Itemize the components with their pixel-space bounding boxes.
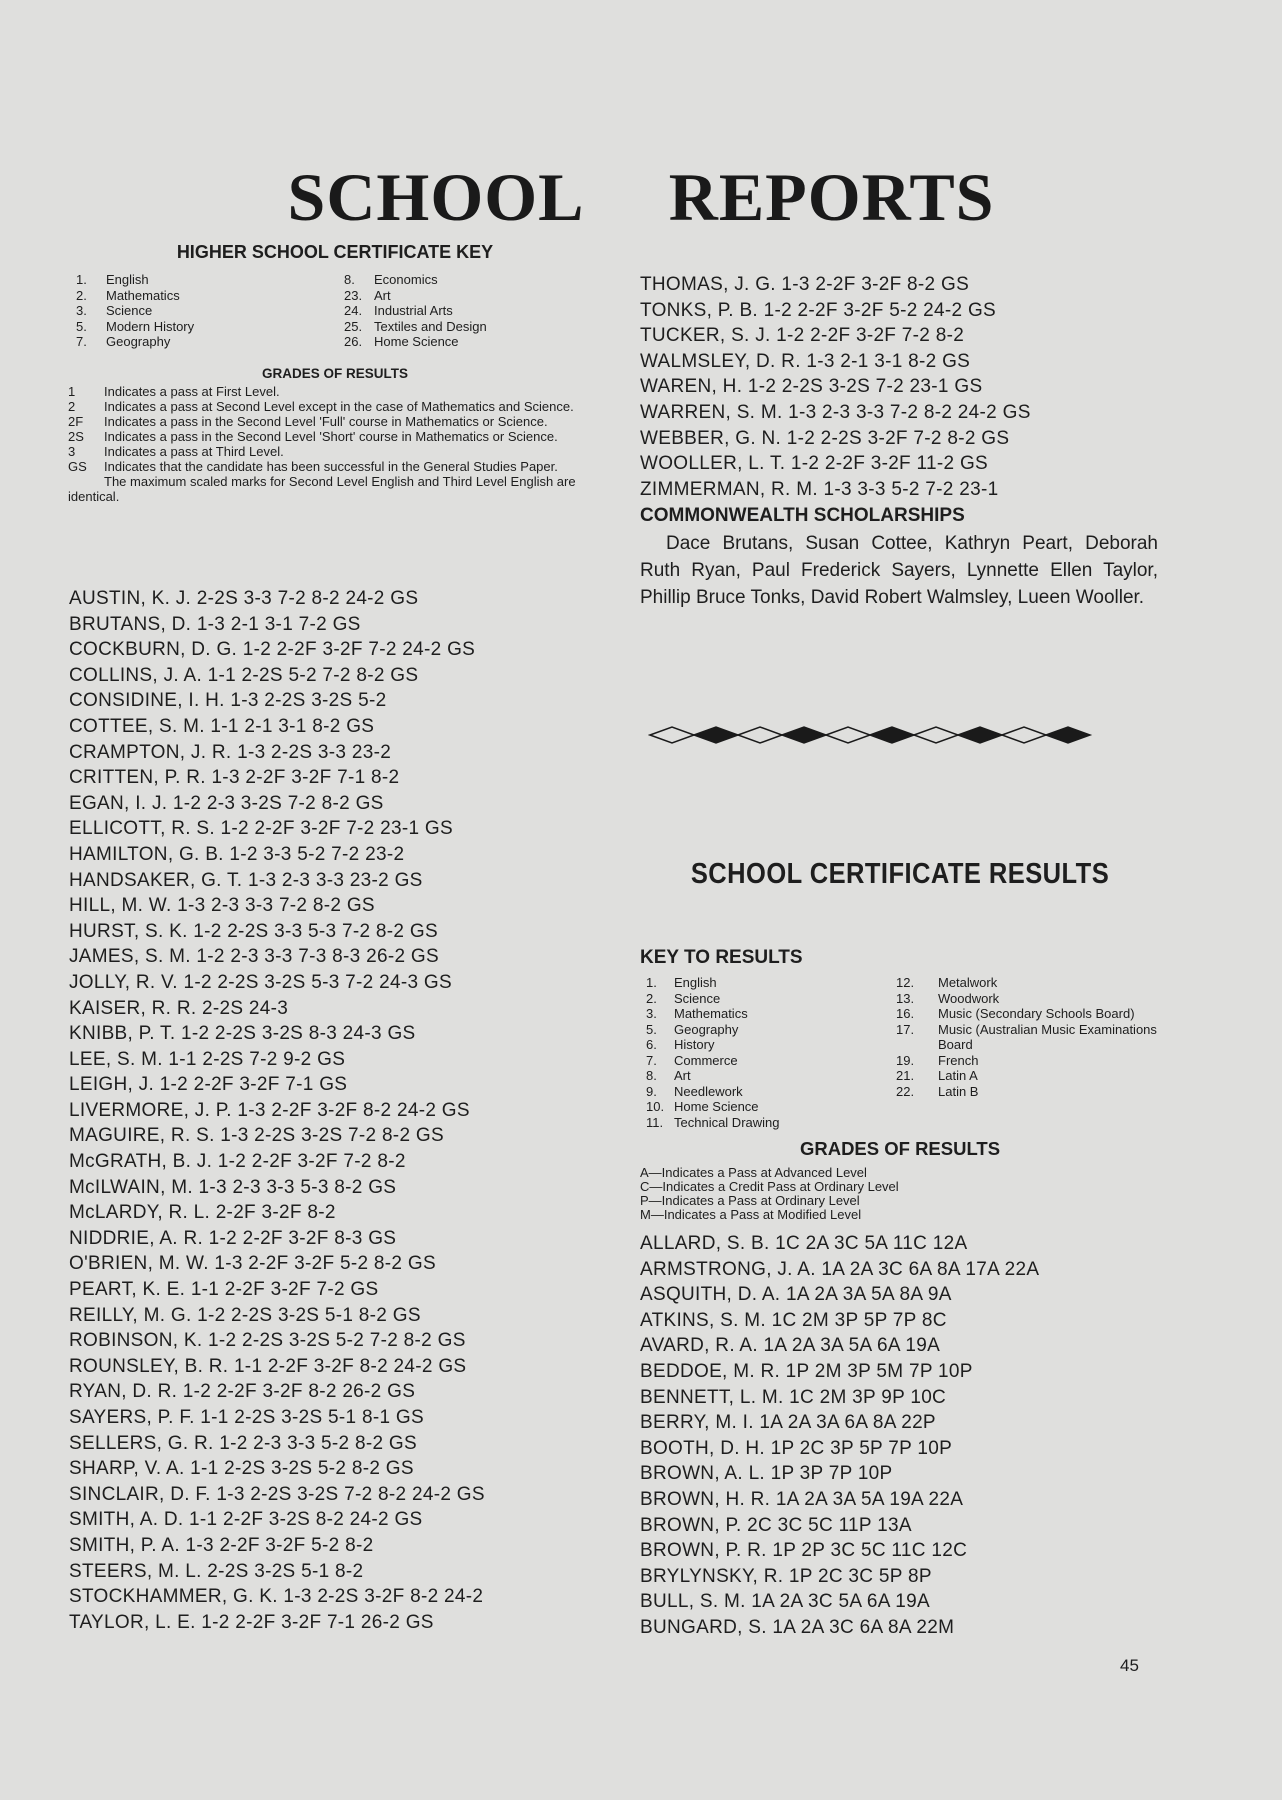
subject-number: 11. bbox=[646, 1114, 664, 1130]
subject-number: 7. bbox=[76, 334, 87, 349]
subject-number: 8. bbox=[344, 272, 355, 287]
filled-diamond-ornament bbox=[694, 727, 738, 743]
hsc-grades-key bbox=[68, 384, 592, 504]
subject-name: Woodwork bbox=[938, 990, 1000, 1006]
subject-name: Latin B bbox=[938, 1083, 979, 1099]
subject-number: 3. bbox=[76, 303, 87, 318]
result-entry: WALMSLEY, D. R. 1-3 2-1 3-1 8-2 GS bbox=[640, 350, 971, 372]
grade-code: GS bbox=[68, 459, 87, 474]
subject-name: Music (Australian Music Examinations Board bbox=[938, 1021, 1157, 1052]
subject-number: 2. bbox=[646, 990, 657, 1006]
subject-number: 3. bbox=[646, 1006, 657, 1021]
subject-row bbox=[896, 991, 1160, 1007]
result-entry: SAYERS, P. F. 1-1 2-2S 3-2S 5-1 8-1 GS bbox=[69, 1407, 424, 1428]
subject-name: Technical Drawing bbox=[674, 1114, 780, 1130]
subject-row bbox=[896, 1006, 1160, 1022]
subject-name: History bbox=[674, 1037, 715, 1052]
result-entry: SMITH, A. D. 1-1 2-2F 3-2S 8-2 24-2 GS bbox=[69, 1509, 423, 1531]
hsc-key-title: HIGHER SCHOOL CERTIFICATE KEY bbox=[176, 242, 494, 262]
subject-row bbox=[76, 303, 194, 319]
subject-number: 1. bbox=[76, 272, 87, 287]
subject-row bbox=[646, 1053, 876, 1069]
result-entry: COCKBURN, D. G. 1-2 2-2F 3-2F 7-2 24-2 GS bbox=[69, 639, 476, 661]
sc-title: SCHOOL CERTIFICATE RESULTS bbox=[690, 858, 1110, 890]
subject-name: Home Science bbox=[674, 1099, 759, 1114]
subject-name: Needlework bbox=[674, 1083, 743, 1099]
subject-number: 13. bbox=[896, 990, 915, 1006]
sc-grades-title: GRADES OF RESULTS bbox=[799, 1138, 1001, 1159]
result-entry: MAGUIRE, R. S. 1-3 2-2S 3-2S 7-2 8-2 GS bbox=[69, 1125, 444, 1147]
result-entry: TUCKER, S. J. 1-2 2-2F 3-2F 7-2 8-2 bbox=[640, 325, 965, 347]
grade-row bbox=[68, 444, 592, 459]
grade-description: Indicates a pass in the Second Level 'Full' course in Mathematics or Science. bbox=[104, 414, 548, 429]
result-entry: TONKS, P. B. 1-2 2-2F 3-2F 5-2 24-2 GS bbox=[640, 299, 997, 321]
subject-row bbox=[646, 991, 876, 1007]
result-entry: ATKINS, S. M. 1C 2M 3P 5P 7P 8C bbox=[640, 1309, 947, 1331]
subject-number: 23. bbox=[344, 287, 363, 303]
result-entry: HAMILTON, G. B. 1-2 3-3 5-2 7-2 23-2 bbox=[69, 843, 405, 865]
result-entry: REILLY, M. G. 1-2 2-2S 3-2S 5-1 8-2 GS bbox=[69, 1304, 421, 1326]
result-entry: THOMAS, J. G. 1-3 2-2F 3-2F 8-2 GS bbox=[640, 274, 970, 295]
subject-row bbox=[646, 1068, 876, 1084]
grade-row bbox=[68, 459, 592, 474]
result-entry: McLARDY, R. L. 2-2F 3-2F 8-2 bbox=[69, 1202, 336, 1224]
subject-number: 8. bbox=[646, 1068, 657, 1083]
result-entry: CONSIDINE, I. H. 1-3 2-2S 3-2S 5-2 bbox=[69, 690, 387, 712]
result-entry: EGAN, I. J. 1-2 2-3 3-2S 7-2 8-2 GS bbox=[69, 792, 384, 814]
subject-row bbox=[76, 288, 194, 304]
result-entry: LIVERMORE, J. P. 1-3 2-2F 3-2F 8-2 24-2 GS bbox=[69, 1099, 470, 1121]
subject-row bbox=[896, 1053, 1160, 1069]
grade-row bbox=[68, 399, 592, 414]
result-entry: KAISER, R. R. 2-2S 24-3 bbox=[69, 997, 289, 1019]
subject-number: 9. bbox=[646, 1083, 657, 1099]
result-entry: COTTEE, S. M. 1-1 2-1 3-1 8-2 GS bbox=[69, 715, 375, 737]
result-entry: SELLERS, G. R. 1-2 2-3 3-3 5-2 8-2 GS bbox=[69, 1432, 417, 1454]
subject-name: Textiles and Design bbox=[374, 318, 487, 334]
subject-row bbox=[344, 319, 487, 335]
subject-name: Art bbox=[674, 1068, 691, 1083]
subject-number: 25. bbox=[344, 318, 363, 334]
result-entry: JOLLY, R. V. 1-2 2-2S 3-2S 5-3 7-2 24-3 GS bbox=[69, 971, 452, 993]
subject-row bbox=[344, 288, 487, 304]
subject-row bbox=[76, 334, 194, 350]
subject-row bbox=[344, 334, 487, 350]
sc-subjects-right bbox=[896, 975, 1160, 1099]
hsc-subjects-right bbox=[344, 272, 487, 350]
subject-name: Latin A bbox=[938, 1068, 978, 1083]
grade-description: Indicates a pass in the Second Level 'Short' course in Mathematics or Science. bbox=[104, 429, 558, 444]
commonwealth-text: Dace Brutans, Susan Cottee, Kathryn Peart, Deborah Ruth Ryan, Paul Frederick Sayers, Lynnette Ellen Taylor, Phillip Bruce Tonks, David Robert Walmsley, Lueen Wooller. bbox=[640, 533, 1158, 608]
result-entry: WOOLLER, L. T. 1-2 2-2F 3-2F 11-2 GS bbox=[640, 453, 988, 475]
hsc-results-list-right bbox=[640, 272, 1031, 502]
result-entry: ROBINSON, K. 1-2 2-2S 3-2S 5-2 7-2 8-2 GS bbox=[69, 1330, 466, 1352]
subject-number: 7. bbox=[646, 1052, 657, 1068]
result-entry: BROWN, A. L. 1P 3P 7P 10P bbox=[640, 1463, 893, 1485]
subject-row bbox=[896, 1084, 1160, 1100]
subject-number: 5. bbox=[646, 1021, 657, 1037]
result-entry: HURST, S. K. 1-2 2-2S 3-3 5-3 7-2 8-2 GS bbox=[69, 920, 438, 942]
subject-name: English bbox=[674, 975, 717, 990]
result-entry: BROWN, H. R. 1A 2A 3A 5A 19A 22A bbox=[640, 1488, 964, 1510]
grade-description: Indicates a pass at Second Level except in the case of Mathematics and Science. bbox=[104, 399, 574, 414]
subject-row bbox=[646, 1006, 876, 1022]
sc-grade-line: A—Indicates a Pass at Advanced Level bbox=[640, 1165, 867, 1180]
result-entry: AVARD, R. A. 1A 2A 3A 5A 6A 19A bbox=[640, 1335, 941, 1357]
subject-number: 10. bbox=[646, 1099, 665, 1114]
hsc-subjects-left bbox=[76, 272, 194, 350]
filled-diamond-ornament bbox=[958, 727, 1002, 743]
outline-diamond-ornament bbox=[1002, 727, 1046, 743]
result-entry: COLLINS, J. A. 1-1 2-2S 5-2 7-2 8-2 GS bbox=[69, 664, 419, 686]
hsc-grades-list bbox=[68, 384, 592, 474]
subject-name: Mathematics bbox=[674, 1006, 748, 1021]
subject-name: Geography bbox=[106, 334, 171, 349]
outline-diamond-ornament bbox=[826, 727, 870, 743]
outline-diamond-ornament bbox=[914, 727, 958, 743]
outline-diamond-ornament bbox=[738, 727, 782, 743]
result-entry: O'BRIEN, M. W. 1-3 2-2F 3-2F 5-2 8-2 GS bbox=[69, 1253, 436, 1275]
result-entry: SHARP, V. A. 1-1 2-2S 3-2S 5-2 8-2 GS bbox=[69, 1458, 414, 1480]
result-entry: NIDDRIE, A. R. 1-2 2-2F 3-2F 8-3 GS bbox=[69, 1227, 397, 1249]
result-entry: ASQUITH, D. A. 1A 2A 3A 5A 8A 9A bbox=[640, 1284, 952, 1306]
subject-number: 19. bbox=[896, 1052, 915, 1068]
result-entry: ELLICOTT, R. S. 1-2 2-2F 3-2F 7-2 23-1 GS bbox=[69, 818, 453, 840]
subject-name: Mathematics bbox=[106, 287, 180, 303]
result-entry: ARMSTRONG, J. A. 1A 2A 3C 6A 8A 17A 22A bbox=[640, 1258, 1040, 1280]
result-entry: McILWAIN, M. 1-3 2-3 3-3 5-3 8-2 GS bbox=[69, 1176, 397, 1198]
result-entry: HILL, M. W. 1-3 2-3 3-3 7-2 8-2 GS bbox=[69, 895, 375, 917]
subject-row bbox=[76, 272, 194, 288]
sc-grade-line: P—Indicates a Pass at Ordinary Level bbox=[640, 1193, 860, 1208]
subject-name: Economics bbox=[374, 272, 438, 287]
result-entry: SINCLAIR, D. F. 1-3 2-2S 3-2S 7-2 8-2 24-2 GS bbox=[69, 1483, 485, 1505]
grade-code: 2S bbox=[68, 429, 84, 444]
result-entry: JAMES, S. M. 1-2 2-3 3-3 7-3 8-3 26-2 GS bbox=[69, 946, 439, 968]
subject-number: 21. bbox=[896, 1068, 915, 1083]
subject-name: Modern History bbox=[106, 318, 195, 334]
subject-row bbox=[646, 975, 876, 991]
result-entry: AUSTIN, K. J. 2-2S 3-3 7-2 8-2 24-2 GS bbox=[69, 588, 419, 609]
sc-grade-line: C—Indicates a Credit Pass at Ordinary Level bbox=[640, 1179, 899, 1194]
result-entry: ALLARD, S. B. 1C 2A 3C 5A 11C 12A bbox=[640, 1233, 968, 1254]
sc-subjects-left bbox=[646, 975, 876, 1130]
result-entry: WEBBER, G. N. 1-2 2-2S 3-2F 7-2 8-2 GS bbox=[640, 427, 1010, 449]
grade-code: 2F bbox=[68, 414, 84, 429]
hsc-results-list-left bbox=[69, 586, 485, 1635]
grade-row bbox=[68, 414, 592, 429]
subject-number: 5. bbox=[76, 318, 87, 334]
result-entry: KNIBB, P. T. 1-2 2-2S 3-2S 8-3 24-3 GS bbox=[69, 1023, 416, 1045]
subject-name: Home Science bbox=[374, 334, 459, 349]
result-entry: ZIMMERMAN, R. M. 1-3 3-3 5-2 7-2 23-1 bbox=[640, 478, 999, 500]
result-entry: BUNGARD, S. 1A 2A 3C 6A 8A 22M bbox=[640, 1616, 955, 1638]
sc-results-list bbox=[640, 1231, 1039, 1641]
hsc-grades-note: The maximum scaled marks for Second Level English and Third Level English are identical. bbox=[68, 474, 576, 504]
subject-number: 2. bbox=[76, 287, 87, 303]
result-entry: BROWN, P. 2C 3C 5C 11P 13A bbox=[640, 1514, 912, 1536]
result-entry: CRAMPTON, J. R. 1-3 2-2S 3-3 23-2 bbox=[69, 741, 392, 763]
result-entry: TAYLOR, L. E. 1-2 2-2F 3-2F 7-1 26-2 GS bbox=[69, 1611, 434, 1633]
grade-description: Indicates that the candidate has been successful in the General Studies Paper. bbox=[104, 459, 558, 474]
result-entry: STEERS, M. L. 2-2S 3-2S 5-1 8-2 bbox=[69, 1560, 364, 1582]
subject-number: 24. bbox=[344, 303, 363, 318]
result-entry: RYAN, D. R. 1-2 2-2F 3-2F 8-2 26-2 GS bbox=[69, 1381, 416, 1403]
result-entry: ROUNSLEY, B. R. 1-1 2-2F 3-2F 8-2 24-2 GS bbox=[69, 1355, 467, 1377]
subject-row bbox=[896, 1068, 1160, 1084]
subject-name: Science bbox=[106, 303, 153, 318]
result-entry: McGRATH, B. J. 1-2 2-2F 3-2F 7-2 8-2 bbox=[69, 1151, 406, 1173]
sc-grades-key bbox=[640, 1166, 899, 1222]
grade-row bbox=[68, 429, 592, 444]
result-entry: CRITTEN, P. R. 1-3 2-2F 3-2F 7-1 8-2 bbox=[69, 767, 400, 789]
subject-number: 1. bbox=[646, 975, 657, 990]
result-entry: WARREN, S. M. 1-3 2-3 3-3 7-2 8-2 24-2 GS bbox=[640, 401, 1031, 423]
subject-row bbox=[344, 272, 487, 288]
outline-diamond-ornament bbox=[650, 727, 694, 743]
subject-name: Science bbox=[674, 990, 721, 1006]
result-entry: BULL, S. M. 1A 2A 3C 5A 6A 19A bbox=[640, 1591, 930, 1613]
filled-diamond-ornament bbox=[1046, 727, 1090, 743]
subject-number: 16. bbox=[896, 1006, 915, 1021]
subject-number: 22. bbox=[896, 1083, 915, 1099]
subject-row bbox=[76, 319, 194, 335]
subject-row bbox=[646, 1099, 876, 1115]
subject-name: Art bbox=[374, 287, 391, 303]
result-entry: STOCKHAMMER, G. K. 1-3 2-2S 3-2F 8-2 24-2 bbox=[69, 1586, 484, 1608]
result-entry: PEART, K. E. 1-1 2-2F 3-2F 7-2 GS bbox=[69, 1279, 379, 1301]
grade-code: 2 bbox=[68, 399, 76, 414]
subject-row bbox=[896, 975, 1160, 991]
subject-number: 17. bbox=[896, 1021, 915, 1037]
subject-name: Geography bbox=[674, 1021, 739, 1037]
result-entry: SMITH, P. A. 1-3 2-2F 3-2F 5-2 8-2 bbox=[69, 1534, 374, 1556]
subject-row bbox=[896, 1022, 1160, 1053]
result-entry: BRYLYNSKY, R. 1P 2C 3C 5P 8P bbox=[640, 1565, 932, 1587]
hsc-grades-title: GRADES OF RESULTS bbox=[261, 366, 408, 381]
subject-row bbox=[646, 1084, 876, 1100]
grade-code: 1 bbox=[68, 384, 76, 399]
result-entry: LEIGH, J. 1-2 2-2F 3-2F 7-1 GS bbox=[69, 1074, 348, 1096]
result-entry: BERRY, M. I. 1A 2A 3A 6A 8A 22P bbox=[640, 1412, 936, 1434]
subject-name: Metalwork bbox=[938, 975, 998, 990]
subject-number: 26. bbox=[344, 334, 363, 349]
filled-diamond-ornament bbox=[870, 727, 914, 743]
grade-row bbox=[68, 384, 592, 399]
subject-row bbox=[646, 1115, 876, 1131]
subject-name: English bbox=[106, 272, 149, 287]
grade-description: Indicates a pass at Third Level. bbox=[104, 444, 284, 459]
subject-row bbox=[344, 303, 487, 319]
result-entry: LEE, S. M. 1-1 2-2S 7-2 9-2 GS bbox=[69, 1048, 346, 1070]
result-entry: HANDSAKER, G. T. 1-3 2-3 3-3 23-2 GS bbox=[69, 869, 423, 891]
result-entry: BROWN, P. R. 1P 2P 3C 5C 11C 12C bbox=[640, 1540, 968, 1562]
result-entry: BENNETT, L. M. 1C 2M 3P 9P 10C bbox=[640, 1386, 947, 1408]
commonwealth-title: COMMONWEALTH SCHOLARSHIPS bbox=[640, 505, 965, 526]
subject-name: Music (Secondary Schools Board) bbox=[938, 1006, 1135, 1021]
result-entry: BEDDOE, M. R. 1P 2M 3P 5M 7P 10P bbox=[640, 1360, 973, 1382]
subject-name: French bbox=[938, 1052, 979, 1068]
subject-number: 12. bbox=[896, 975, 915, 990]
subject-number: 6. bbox=[646, 1037, 657, 1052]
grade-code: 3 bbox=[68, 444, 76, 459]
result-entry: BRUTANS, D. 1-3 2-1 3-1 7-2 GS bbox=[69, 613, 361, 635]
subject-row bbox=[646, 1022, 876, 1038]
subject-name: Industrial Arts bbox=[374, 303, 453, 318]
result-entry: WAREN, H. 1-2 2-2S 3-2S 7-2 23-1 GS bbox=[640, 376, 983, 398]
sc-grade-line: M—Indicates a Pass at Modified Level bbox=[640, 1207, 862, 1222]
page-title: SCHOOL REPORTS bbox=[287, 159, 995, 235]
filled-diamond-ornament bbox=[782, 727, 826, 743]
subject-row bbox=[646, 1037, 876, 1053]
subject-name: Commerce bbox=[674, 1052, 738, 1068]
result-entry: BOOTH, D. H. 1P 2C 3P 5P 7P 10P bbox=[640, 1437, 953, 1459]
grade-description: Indicates a pass at First Level. bbox=[104, 384, 280, 399]
sc-key-title: KEY TO RESULTS bbox=[640, 947, 803, 968]
page-number: 45 bbox=[1120, 1656, 1139, 1675]
diamond-divider bbox=[648, 720, 1148, 750]
